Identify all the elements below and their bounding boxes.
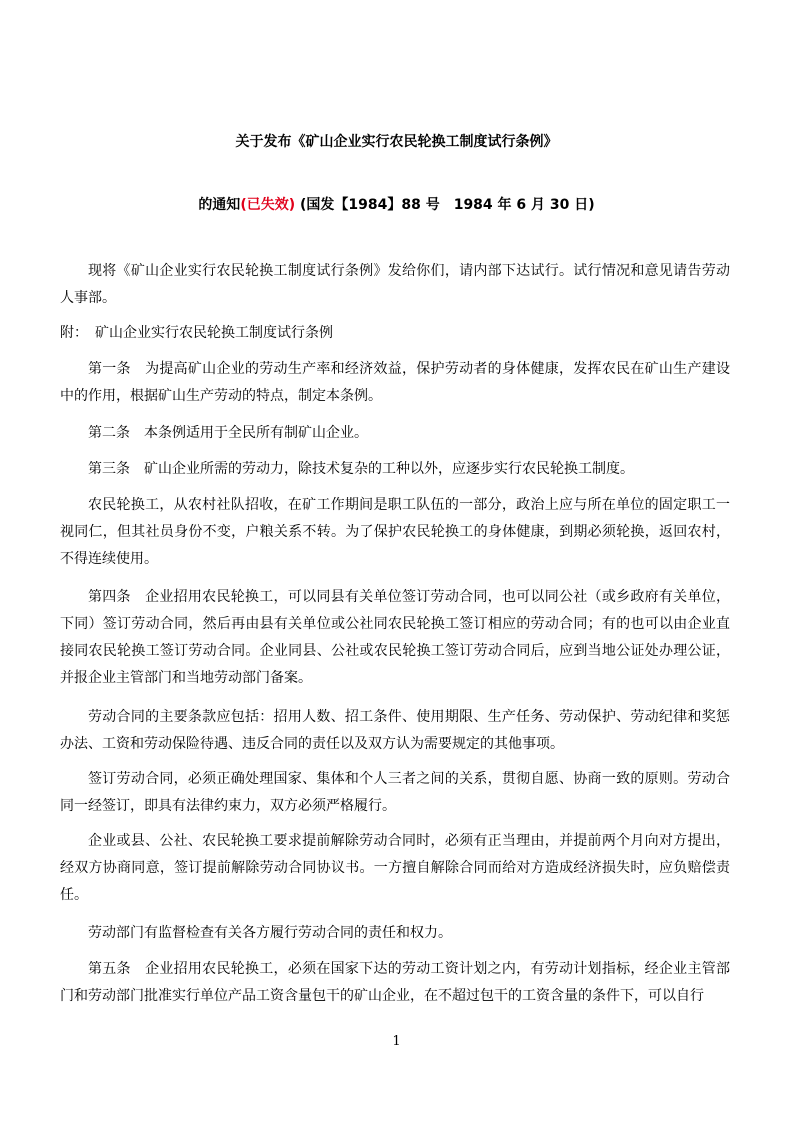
document-title-line-2 xyxy=(0,195,793,215)
paragraph-article-1 xyxy=(60,356,730,410)
paragraph-intro xyxy=(60,258,730,312)
document-title-line-1: 关于发布《矿山企业实行农民轮换工制度试行条例》 xyxy=(235,134,558,150)
invalid-status-label: (已失效) xyxy=(240,197,296,213)
paragraph: 劳动合同的主要条款应包括：招用人数、招工条件、使用期限、生产任务、劳动保护、劳动纪律和奖惩办法、工资和劳动保险待遇、违反合同的责任以及双方认为需要规定的其他事项。 xyxy=(60,709,730,752)
paragraph-article-4 xyxy=(60,584,730,692)
paragraph: 企业或县、公社、农民轮换工要求提前解除劳动合同时，必须有正当理由，并提前两个月向对方提出，经双方协商同意，签订提前解除劳动合同协议书。一方擅自解除合同而给对方造成经济损失时，应负赔偿责任。 xyxy=(60,833,730,903)
paragraph: 农民轮换工，从农村社队招收，在矿工作期间是职工队伍的一部分，政治上应与所在单位的固定职工一视同仁，但其社员身份不变，户粮关系不转。为了保护农民轮换工的身体健康，到期必须轮换，返回农村，不得连续使用。 xyxy=(60,497,730,567)
paragraph-article-3 xyxy=(60,456,730,483)
paragraph-article-2 xyxy=(60,420,730,447)
paragraph: 第五条 企业招用农民轮换工，必须在国家下达的劳动工资计划之内，有劳动计划指标，经企业主管部门和劳动部门批准实行单位产品工资含量包干的矿山企业，在不超过包干的工资含量的条件下，可以自行 xyxy=(60,961,730,1004)
attachment-line: 附： 矿山企业实行农民轮换工制度试行条例 xyxy=(60,325,333,341)
document-issue-info: (国发【1984】88 号 1984 年 6 月 30 日) xyxy=(295,197,595,213)
paragraph: 现将《矿山企业实行农民轮换工制度试行条例》发给你们，请内部下达试行。试行情况和意见请告劳动人事部。 xyxy=(60,263,730,306)
paragraph-supervision xyxy=(60,920,730,947)
paragraph-article-5 xyxy=(60,956,730,1010)
paragraph: 第三条 矿山企业所需的劳动力，除技术复杂的工种以外，应逐步实行农民轮换工制度。 xyxy=(88,461,634,477)
page-number: 1 xyxy=(392,1034,401,1049)
paragraph-contract-signing xyxy=(60,766,730,820)
title-notice-label: 的通知 xyxy=(198,197,241,213)
paragraph: 第二条 本条例适用于全民所有制矿山企业。 xyxy=(88,425,368,441)
paragraph: 劳动部门有监督检查有关各方履行劳动合同的责任和权力。 xyxy=(88,925,452,941)
paragraph-contract-terms xyxy=(60,704,730,758)
paragraph: 签订劳动合同，必须正确处理国家、集体和个人三者之间的关系，贯彻自愿、协商一致的原则。劳动合同一经签订，即具有法律约束力，双方必须严格履行。 xyxy=(60,771,730,814)
paragraph-rotation-workers xyxy=(60,492,730,573)
paragraph: 第四条 企业招用农民轮换工，可以同县有关单位签订劳动合同，也可以同公社（或乡政府有关单位，下同）签订劳动合同，然后再由县有关单位或公社同农民轮换工签订相应的劳动合同；有的也可以由企业直接同农民轮换工签订劳动合同。企业同县、公社或农民轮换工签订劳动合同后，应到当地公证处办理公证，并报企业主管部门和当地劳动部门备案。 xyxy=(60,589,730,686)
paragraph: 第一条 为提高矿山企业的劳动生产率和经济效益，保护劳动者的身体健康，发挥农民在矿山生产建设中的作用，根据矿山生产劳动的特点，制定本条例。 xyxy=(60,361,730,404)
paragraph-contract-termination xyxy=(60,828,730,909)
paragraph-attachment xyxy=(60,320,730,347)
